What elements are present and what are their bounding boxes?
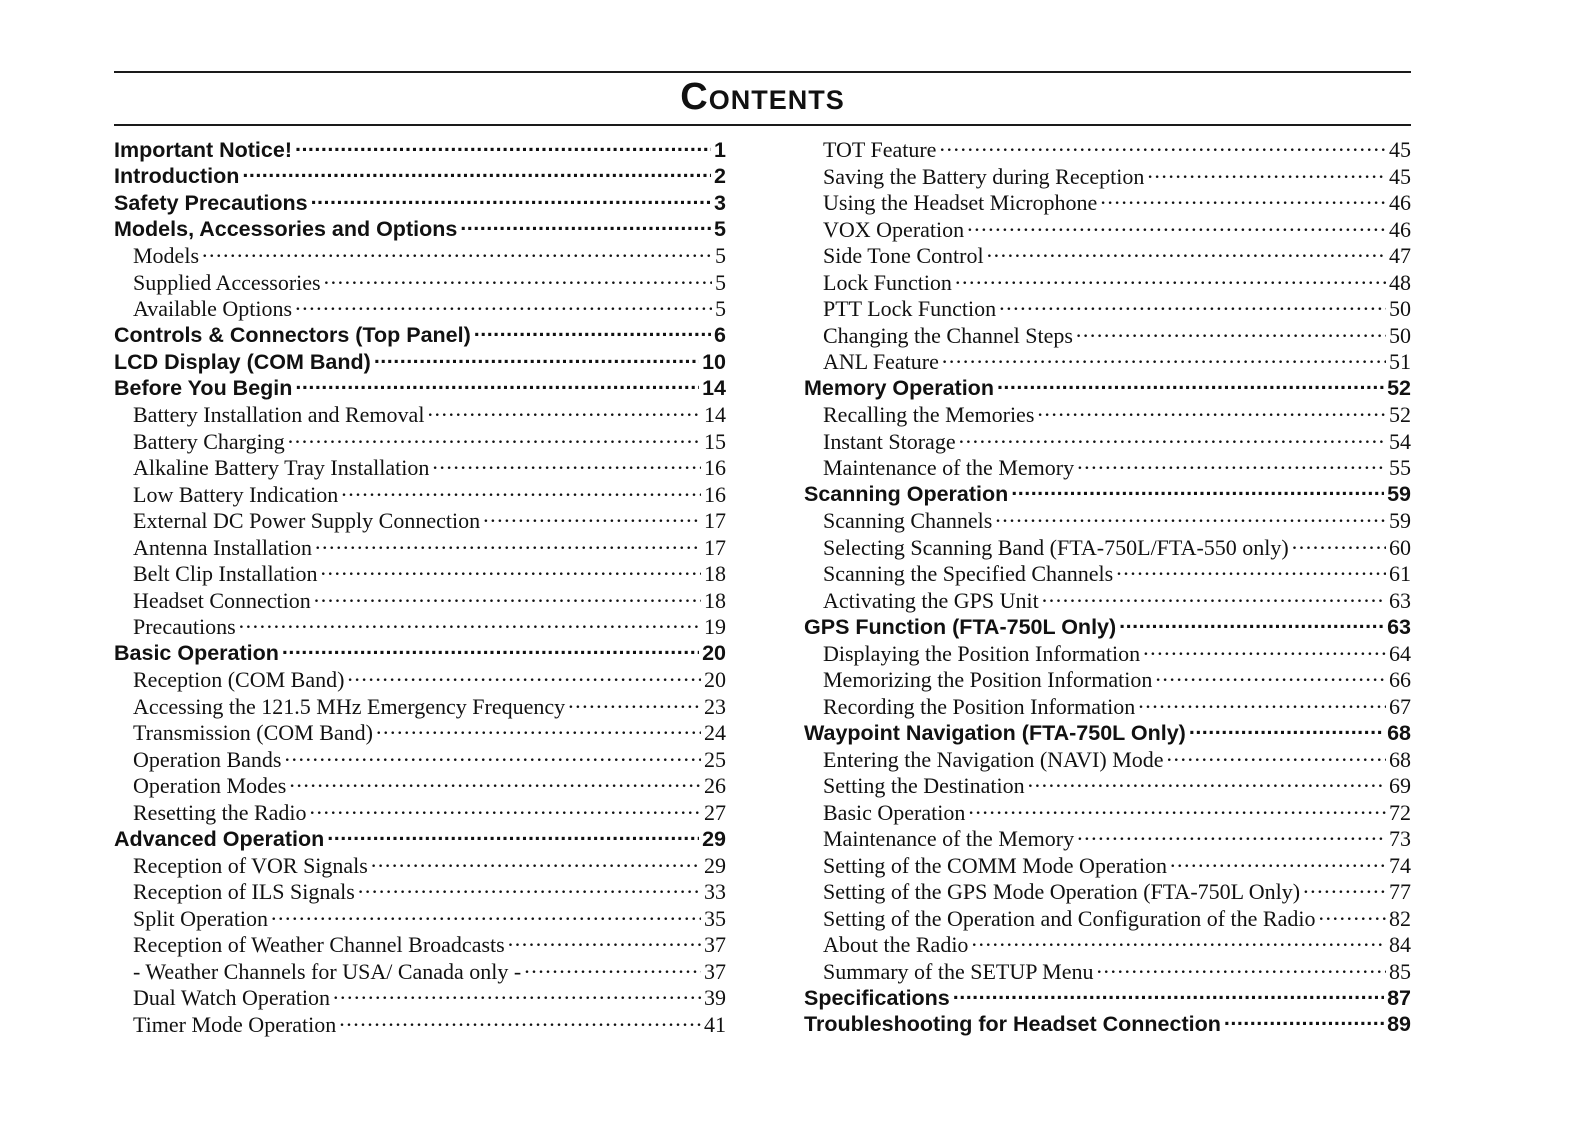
toc-entry-label: Maintenance of the Memory: [823, 455, 1075, 480]
toc-subsection-entry[interactable]: [804, 347, 1411, 374]
dot-leader: [955, 268, 1386, 290]
toc-entry-page-number: 17: [704, 534, 726, 560]
toc-entry-label: Safety Precautions: [114, 190, 308, 215]
toc-subsection-entry[interactable]: [114, 506, 726, 533]
toc-entry-label: About the Radio: [823, 932, 969, 957]
toc-subsection-entry[interactable]: [804, 559, 1411, 586]
dot-leader: [999, 294, 1386, 316]
toc-entry-page-number: 89: [1387, 1012, 1411, 1036]
toc-entry-page-number: 51: [1389, 349, 1411, 374]
toc-entry-label: PTT Lock Function: [823, 296, 997, 321]
dot-leader: [971, 930, 1386, 952]
toc-section-entry[interactable]: [804, 374, 1411, 401]
toc-entry-page-number: 19: [704, 614, 726, 639]
dot-leader: [1011, 480, 1384, 502]
toc-entry-label: Supplied Accessories: [133, 269, 321, 295]
title-underline: [114, 124, 1411, 126]
toc-entry-page-number: 87: [1387, 985, 1411, 1010]
toc-entry-label: - Weather Channels for USA/ Canada only -: [133, 958, 522, 984]
toc-entry-label: Using the Headset Microphone: [823, 190, 1098, 215]
toc-entry-label: Activating the GPS Unit: [823, 587, 1039, 613]
toc-entry-page-number: 16: [704, 455, 726, 480]
dot-leader: [315, 533, 701, 555]
toc-entry-label: Setting of the Operation and Configuration of the Radio: [823, 905, 1316, 931]
dot-leader: [1303, 877, 1386, 899]
toc-entry-label: Scanning Channels: [823, 508, 993, 533]
toc-subsection-entry[interactable]: [804, 135, 1411, 162]
toc-entry-page-number: 54: [1389, 428, 1411, 454]
dot-leader: [959, 427, 1386, 449]
toc-subsection-entry[interactable]: [804, 294, 1411, 321]
toc-entry-page-number: 77: [1389, 879, 1411, 904]
toc-entry-page-number: 72: [1389, 799, 1411, 825]
toc-entry-label: Basic Operation: [823, 799, 966, 825]
toc-entry-label: Before You Begin: [114, 376, 293, 400]
dot-leader: [295, 135, 711, 157]
toc-entry-page-number: 26: [704, 773, 726, 798]
toc-entry-page-number: 59: [1387, 482, 1411, 506]
toc-entry-page-number: 52: [1387, 376, 1411, 400]
toc-subsection-entry[interactable]: [804, 745, 1411, 772]
dot-leader: [953, 983, 1384, 1005]
toc-entry-page-number: 85: [1389, 958, 1411, 984]
toc-entry-label: Models: [133, 243, 199, 268]
toc-entry-page-number: 18: [704, 561, 726, 586]
toc-entry-page-number: 55: [1389, 455, 1411, 480]
toc-entry-label: Maintenance of the Memory: [823, 826, 1075, 851]
dot-leader: [524, 957, 701, 979]
toc-subsection-entry[interactable]: [804, 824, 1411, 851]
dot-leader: [1037, 400, 1386, 422]
toc-entry-page-number: 50: [1389, 322, 1411, 348]
toc-subsection-entry[interactable]: [114, 851, 726, 878]
toc-entry-page-number: 48: [1389, 269, 1411, 295]
toc-subsection-entry[interactable]: [804, 241, 1411, 268]
toc-entry-label: Resetting the Radio: [133, 799, 307, 825]
dot-leader: [321, 559, 701, 581]
toc-subsection-entry[interactable]: [804, 427, 1411, 454]
toc-right-column: [804, 135, 1411, 1036]
toc-subsection-entry[interactable]: [804, 506, 1411, 533]
toc-entry-label: Basic Operation: [114, 641, 279, 665]
toc-section-entry[interactable]: [114, 639, 726, 666]
toc-section-entry[interactable]: [114, 135, 726, 162]
dot-leader: [1042, 586, 1386, 608]
dot-leader: [1155, 665, 1386, 687]
dot-leader: [1167, 745, 1386, 767]
toc-entry-label: Operation Bands: [133, 746, 282, 772]
toc-entry-page-number: 52: [1389, 402, 1411, 427]
toc-entry-page-number: 37: [704, 958, 726, 984]
dot-leader: [339, 1010, 701, 1032]
dot-leader: [358, 877, 701, 899]
toc-entry-page-number: 33: [704, 879, 726, 904]
toc-entry-label: Memorizing the Position Information: [823, 667, 1153, 692]
toc-entry-label: Troubleshooting for Headset Connection: [804, 1012, 1221, 1036]
toc-entry-label: Low Battery Indication: [133, 481, 339, 507]
dot-leader: [508, 930, 701, 952]
toc-subsection-entry[interactable]: [804, 692, 1411, 719]
toc-entry-page-number: 37: [704, 932, 726, 957]
toc-entry-label: Reception (COM Band): [133, 667, 345, 692]
dot-leader: [460, 215, 711, 237]
dot-leader: [295, 294, 712, 316]
dot-leader: [968, 798, 1386, 820]
toc-entry-label: Precautions: [133, 614, 236, 639]
dot-leader: [1077, 453, 1386, 475]
toc-subsection-entry[interactable]: [114, 665, 726, 692]
toc-subsection-entry[interactable]: [114, 533, 726, 560]
toc-subsection-entry[interactable]: [114, 480, 726, 507]
toc-entry-page-number: 46: [1389, 190, 1411, 215]
dot-leader: [1224, 1010, 1384, 1032]
dot-leader: [1077, 824, 1386, 846]
toc-subsection-entry[interactable]: [114, 586, 726, 613]
toc-entry-page-number: 46: [1389, 216, 1411, 242]
dot-leader: [271, 904, 701, 926]
toc-entry-page-number: 47: [1389, 243, 1411, 268]
dot-leader: [202, 241, 712, 263]
toc-subsection-entry[interactable]: [804, 268, 1411, 295]
toc-subsection-entry[interactable]: [804, 400, 1411, 427]
toc-section-entry[interactable]: [804, 612, 1411, 639]
dot-leader: [284, 745, 701, 767]
dot-leader: [1138, 692, 1386, 714]
toc-entry-page-number: 68: [1389, 746, 1411, 772]
toc-entry-label: Alkaline Battery Tray Installation: [133, 455, 430, 480]
toc-entry-page-number: 29: [702, 826, 726, 851]
dot-leader: [374, 347, 699, 369]
toc-entry-label: Reception of Weather Channel Broadcasts: [133, 932, 505, 957]
toc-entry-label: Recording the Position Information: [823, 693, 1136, 719]
toc-entry-label: Antenna Installation: [133, 534, 313, 560]
toc-entry-label: Waypoint Navigation (FTA-750L Only): [804, 720, 1186, 745]
dot-leader: [939, 135, 1386, 157]
dot-leader: [1119, 612, 1384, 634]
toc-entry-label: Displaying the Position Information: [823, 640, 1141, 666]
dot-leader: [1189, 718, 1384, 740]
dot-leader: [347, 665, 701, 687]
toc-entry-label: Instant Storage: [823, 428, 956, 454]
dot-leader: [995, 506, 1386, 528]
toc-subsection-entry[interactable]: [114, 957, 726, 984]
toc-subsection-entry[interactable]: [804, 533, 1411, 560]
toc-entry-page-number: 63: [1389, 587, 1411, 613]
toc-entry-label: Battery Charging: [133, 428, 285, 454]
dot-leader: [1100, 188, 1386, 210]
toc-entry-label: Memory Operation: [804, 376, 994, 400]
toc-subsection-entry[interactable]: [114, 692, 726, 719]
toc-entry-page-number: 66: [1389, 667, 1411, 692]
dot-leader: [327, 824, 699, 846]
toc-section-entry[interactable]: [114, 162, 726, 189]
toc-entry-page-number: 61: [1389, 561, 1411, 586]
toc-subsection-entry[interactable]: [804, 162, 1411, 189]
toc-entry-label: Reception of VOR Signals: [133, 852, 368, 878]
toc-entry-page-number: 50: [1389, 296, 1411, 321]
toc-subsection-entry[interactable]: [114, 612, 726, 639]
dot-leader: [371, 851, 701, 873]
toc-section-entry[interactable]: [114, 215, 726, 242]
toc-entry-label: Belt Clip Installation: [133, 561, 318, 586]
toc-entry-label: Available Options: [133, 296, 293, 321]
dot-leader: [432, 453, 701, 475]
toc-entry-label: Battery Installation and Removal: [133, 402, 425, 427]
toc-entry-page-number: 15: [704, 428, 726, 454]
toc-entry-page-number: 59: [1389, 508, 1411, 533]
toc-entry-page-number: 20: [702, 641, 726, 665]
toc-entry-label: GPS Function (FTA-750L Only): [804, 614, 1117, 639]
toc-entry-label: Setting the Destination: [823, 773, 1025, 798]
page-title: Contents: [680, 76, 845, 118]
toc-entry-page-number: 14: [704, 402, 726, 427]
dot-leader: [427, 400, 701, 422]
toc-subsection-entry[interactable]: [114, 294, 726, 321]
toc-entry-label: Headset Connection: [133, 587, 311, 613]
toc-entry-label: Models, Accessories and Options: [114, 217, 458, 241]
toc-entry-label: Reception of ILS Signals: [133, 879, 355, 904]
dot-leader: [474, 321, 711, 343]
dot-leader: [239, 612, 701, 634]
toc-subsection-entry[interactable]: [804, 215, 1411, 242]
toc-entry-label: Specifications: [804, 985, 950, 1010]
toc-entry-label: Side Tone Control: [823, 243, 984, 268]
dot-leader: [324, 268, 712, 290]
toc-entry-page-number: 45: [1389, 137, 1411, 162]
toc-entry-page-number: 5: [715, 269, 726, 295]
dot-leader: [967, 215, 1386, 237]
toc-entry-label: Controls & Connectors (Top Panel): [114, 323, 471, 347]
dot-leader: [987, 241, 1386, 263]
toc-entry-page-number: 6: [714, 323, 726, 347]
toc-entry-label: Selecting Scanning Band (FTA-750L/FTA-550 only): [823, 534, 1289, 560]
dot-leader: [282, 639, 699, 661]
toc-entry-page-number: 69: [1389, 773, 1411, 798]
toc-section-entry[interactable]: [114, 188, 726, 215]
toc-entry-label: Important Notice!: [114, 137, 292, 162]
toc-entry-page-number: 1: [714, 137, 726, 162]
dot-leader: [341, 480, 701, 502]
toc-entry-page-number: 82: [1389, 905, 1411, 931]
toc-entry-page-number: 5: [714, 217, 726, 241]
dot-leader: [1116, 559, 1386, 581]
dot-leader: [311, 188, 711, 210]
toc-entry-page-number: 3: [714, 190, 726, 215]
toc-entry-page-number: 23: [704, 693, 726, 719]
toc-section-entry[interactable]: [804, 718, 1411, 745]
toc-entry-page-number: 20: [704, 667, 726, 692]
dot-leader: [295, 374, 699, 396]
toc-entry-page-number: 74: [1389, 852, 1411, 878]
toc-entry-page-number: 18: [704, 587, 726, 613]
toc-entry-page-number: 27: [704, 799, 726, 825]
toc-entry-page-number: 16: [704, 481, 726, 507]
toc-entry-label: Changing the Channel Steps: [823, 322, 1073, 348]
toc-entry-label: Introduction: [114, 164, 240, 188]
toc-section-entry[interactable]: [114, 374, 726, 401]
toc-entry-label: Setting of the GPS Mode Operation (FTA-750L Only): [823, 879, 1301, 904]
dot-leader: [242, 162, 711, 184]
toc-subsection-entry[interactable]: [114, 983, 726, 1010]
toc-entry-label: Summary of the SETUP Menu: [823, 958, 1094, 984]
toc-entry-page-number: 41: [704, 1011, 726, 1037]
toc-entry-label: VOX Operation: [823, 216, 965, 242]
toc-entry-label: Accessing the 121.5 MHz Emergency Frequency: [133, 693, 566, 719]
toc-entry-page-number: 24: [704, 720, 726, 745]
toc-entry-page-number: 35: [704, 905, 726, 931]
dot-leader: [314, 586, 701, 608]
toc-entry-label: Lock Function: [823, 269, 952, 295]
toc-subsection-entry[interactable]: [114, 798, 726, 825]
toc-entry-label: Scanning Operation: [804, 482, 1009, 506]
toc-subsection-entry[interactable]: [114, 268, 726, 295]
top-rule: [114, 71, 1411, 73]
toc-subsection-entry[interactable]: [114, 241, 726, 268]
toc-entry-label: Setting of the COMM Mode Operation: [823, 852, 1168, 878]
toc-entry-page-number: 60: [1389, 534, 1411, 560]
dot-leader: [333, 983, 701, 1005]
toc-subsection-entry[interactable]: [114, 771, 726, 798]
toc-entry-page-number: 2: [714, 164, 726, 188]
toc-subsection-entry[interactable]: [114, 904, 726, 931]
toc-entry-label: ANL Feature: [823, 349, 939, 374]
toc-section-entry[interactable]: [114, 321, 726, 348]
dot-leader: [1147, 162, 1386, 184]
toc-entry-label: Entering the Navigation (NAVI) Mode: [823, 746, 1164, 772]
toc-section-entry[interactable]: [114, 824, 726, 851]
dot-leader: [376, 718, 701, 740]
toc-subsection-entry[interactable]: [114, 559, 726, 586]
toc-subsection-entry[interactable]: [804, 639, 1411, 666]
toc-subsection-entry[interactable]: [114, 1010, 726, 1037]
toc-entry-label: Dual Watch Operation: [133, 985, 330, 1010]
dot-leader: [289, 771, 701, 793]
toc-entry-label: Operation Modes: [133, 773, 287, 798]
toc-subsection-entry[interactable]: [804, 851, 1411, 878]
toc-subsection-entry[interactable]: [114, 877, 726, 904]
toc-subsection-entry[interactable]: [804, 957, 1411, 984]
toc-entry-page-number: 68: [1387, 720, 1411, 745]
toc-entry-page-number: 64: [1389, 640, 1411, 666]
toc-section-entry[interactable]: [114, 347, 726, 374]
toc-entry-label: Saving the Battery during Reception: [823, 163, 1145, 189]
toc-entry-page-number: 17: [704, 508, 726, 533]
toc-entry-label: TOT Feature: [823, 137, 937, 162]
toc-subsection-entry[interactable]: [114, 453, 726, 480]
toc-section-entry[interactable]: [804, 983, 1411, 1010]
dot-leader: [1318, 904, 1386, 926]
dot-leader: [1076, 321, 1386, 343]
toc-entry-page-number: 5: [715, 243, 726, 268]
toc-subsection-entry[interactable]: [804, 586, 1411, 613]
toc-entry-page-number: 45: [1389, 163, 1411, 189]
toc-entry-label: LCD Display (COM Band): [114, 349, 371, 374]
toc-section-entry[interactable]: [804, 480, 1411, 507]
toc-entry-label: Timer Mode Operation: [133, 1011, 337, 1037]
dot-leader: [997, 374, 1384, 396]
toc-subsection-entry[interactable]: [114, 930, 726, 957]
toc-subsection-entry[interactable]: [804, 877, 1411, 904]
toc-subsection-entry[interactable]: [114, 400, 726, 427]
toc-subsection-entry[interactable]: [114, 427, 726, 454]
toc-entry-page-number: 14: [702, 376, 726, 400]
dot-leader: [1097, 957, 1387, 979]
toc-entry-page-number: 29: [704, 852, 726, 878]
toc-entry-label: Transmission (COM Band): [133, 720, 373, 745]
toc-left-column: [114, 135, 726, 1036]
toc-subsection-entry[interactable]: [804, 904, 1411, 931]
toc-entry-page-number: 5: [715, 296, 726, 321]
toc-subsection-entry[interactable]: [804, 665, 1411, 692]
toc-entry-label: Recalling the Memories: [823, 402, 1035, 427]
toc-entry-page-number: 25: [704, 746, 726, 772]
toc-entry-page-number: 10: [702, 349, 726, 374]
toc-entry-page-number: 67: [1389, 693, 1411, 719]
toc-subsection-entry[interactable]: [804, 453, 1411, 480]
dot-leader: [1292, 533, 1386, 555]
toc-section-entry[interactable]: [804, 1010, 1411, 1037]
toc-subsection-entry[interactable]: [804, 771, 1411, 798]
toc-subsection-entry[interactable]: [804, 930, 1411, 957]
dot-leader: [310, 798, 701, 820]
toc-subsection-entry[interactable]: [114, 745, 726, 772]
toc-entry-label: Scanning the Specified Channels: [823, 561, 1114, 586]
toc-subsection-entry[interactable]: [804, 798, 1411, 825]
toc-entry-page-number: 73: [1389, 826, 1411, 851]
dot-leader: [288, 427, 701, 449]
dot-leader: [942, 347, 1386, 369]
dot-leader: [1143, 639, 1386, 661]
toc-subsection-entry[interactable]: [804, 321, 1411, 348]
toc-subsection-entry[interactable]: [804, 188, 1411, 215]
toc-entry-label: Split Operation: [133, 905, 269, 931]
dot-leader: [483, 506, 701, 528]
dot-leader: [1170, 851, 1386, 873]
toc-entry-label: External DC Power Supply Connection: [133, 508, 481, 533]
toc-entry-label: Advanced Operation: [114, 826, 325, 851]
toc-entry-page-number: 63: [1387, 614, 1411, 639]
dot-leader: [1028, 771, 1386, 793]
toc-entry-page-number: 84: [1389, 932, 1411, 957]
dot-leader: [568, 692, 701, 714]
toc-subsection-entry[interactable]: [114, 718, 726, 745]
toc-entry-page-number: 39: [704, 985, 726, 1010]
